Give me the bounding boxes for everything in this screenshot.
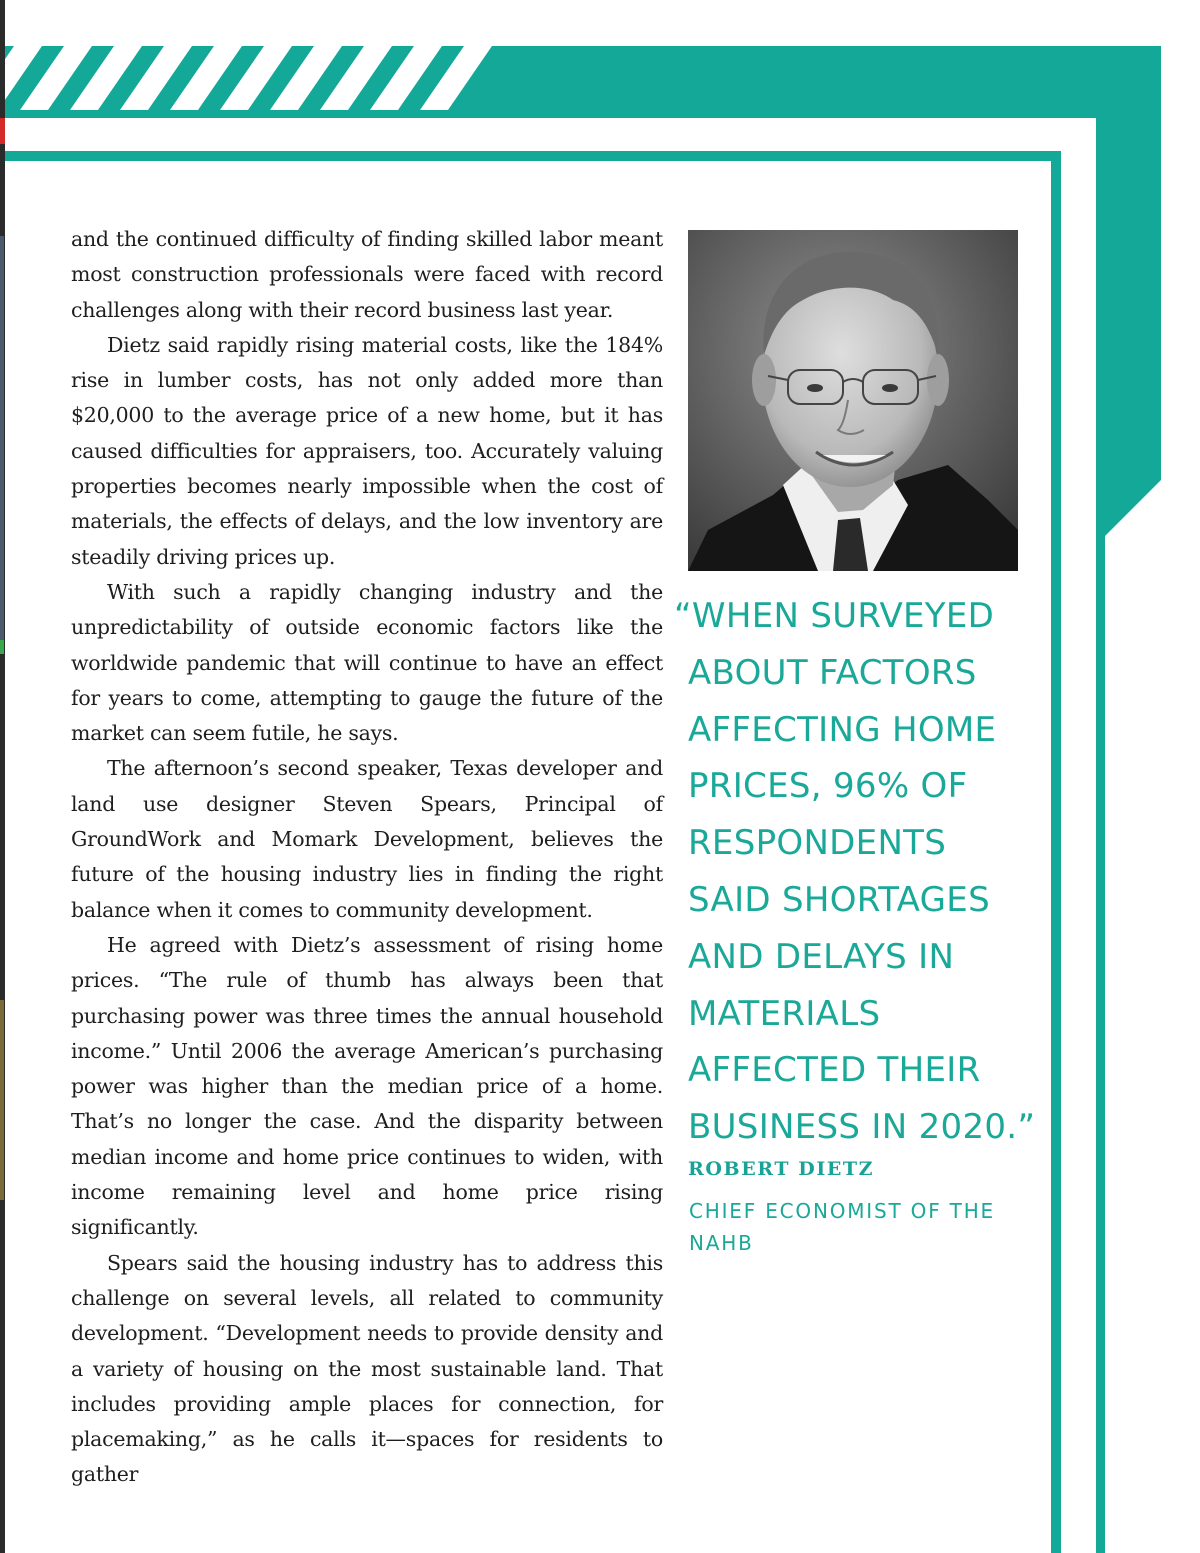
article-paragraph: Spears said the housing industry has to address this challenge on several levels, all related to community development. “Development needs to provide density and a variety of housing on the most sustainable land. That includes providing ample places for connection, for placemaking,” as he calls it—spaces for residents to gather [71,1250,663,1487]
article-paragraph: With such a rapidly changing industry and the unpredictability of outside economic factors like the worldwide pandemic that will continue to have an effect for years to come, attempting to gauge the future of the market can seem futile, he says. [71,579,663,746]
article-paragraph: He agreed with Dietz’s assessment of rising home prices. “The rule of thumb has always been that purchasing power was three times the annual household income.” Until 2006 the average American’s purchasing power was higher than the median price of a home. That’s no longer the case. And the disparity between median income and home price continues to widen, with income remaining level and home price rising significantly. [71,932,663,1240]
article-body [71,222,663,1493]
pull-quote: “WHEN SURVEYED ABOUT FACTORS AFFECTING HOME PRICES, 96% OF RESPONDENTS SAID SHORTAGES AND DELAYS IN MATERIALS AFFECTED THEIR BUSINESS IN 2020.” [674,596,1036,1148]
article-paragraph: The afternoon’s second speaker, Texas developer and land use designer Steven Spears, Principal of GroundWork and Momark Development, believes the future of the housing industry lies in finding the right balance when it comes to community development. [71,756,663,922]
article-paragraph: Dietz said rapidly rising material costs, like the 184% rise in lumber costs, has not only added more than $20,000 to the average price of a new home, but it has caused difficulties for appraisers, too. Accurately valuing properties becomes nearly impossible when the cost of materials, the effects of delays, and the low inventory are steadily driving prices up. [71,332,663,569]
quote-attribution-name: ROBERT DIETZ [688,1158,875,1180]
article-paragraph: and the continued difficulty of finding skilled labor meant most construction professionals were faced with record challenges along with their record business last year. [71,227,663,322]
quote-attribution-title: CHIEF ECONOMIST OF THE NAHB [689,1199,995,1255]
portrait-photo [688,230,1018,571]
